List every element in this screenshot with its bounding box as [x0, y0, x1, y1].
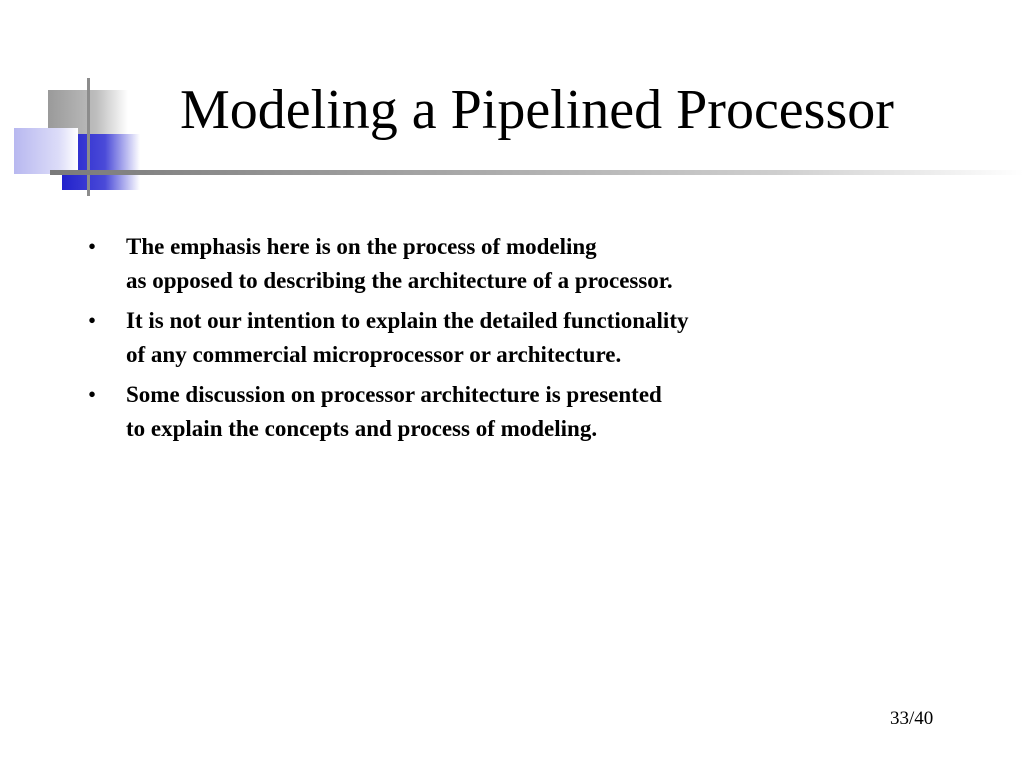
bullet-item [88, 378, 948, 446]
bullet-text-line: The emphasis here is on the process of modeling [126, 234, 597, 259]
page-number: 33/40 [890, 708, 934, 729]
bullet-item [88, 230, 948, 298]
bullet-text-line: Some discussion on processor architecture is presented [126, 382, 662, 407]
bullet-list [88, 230, 948, 452]
vertical-rule [87, 78, 90, 196]
bullet-icon: • [88, 234, 97, 259]
bullet-icon: • [88, 382, 97, 407]
title-underline-rule [50, 170, 1024, 175]
bullet-text-line: as opposed to describing the architecture of a processor. [126, 268, 673, 293]
bullet-icon: • [88, 308, 97, 333]
light-blue-square-decoration [14, 128, 78, 174]
bullet-text-line: It is not our intention to explain the detailed functionality [126, 308, 689, 333]
bullet-item [88, 304, 948, 372]
bullet-text-line: of any commercial microprocessor or architecture. [126, 342, 622, 367]
slide-title: Modeling a Pipelined Processor [180, 79, 894, 141]
bullet-text-line: to explain the concepts and process of modeling. [126, 416, 598, 441]
